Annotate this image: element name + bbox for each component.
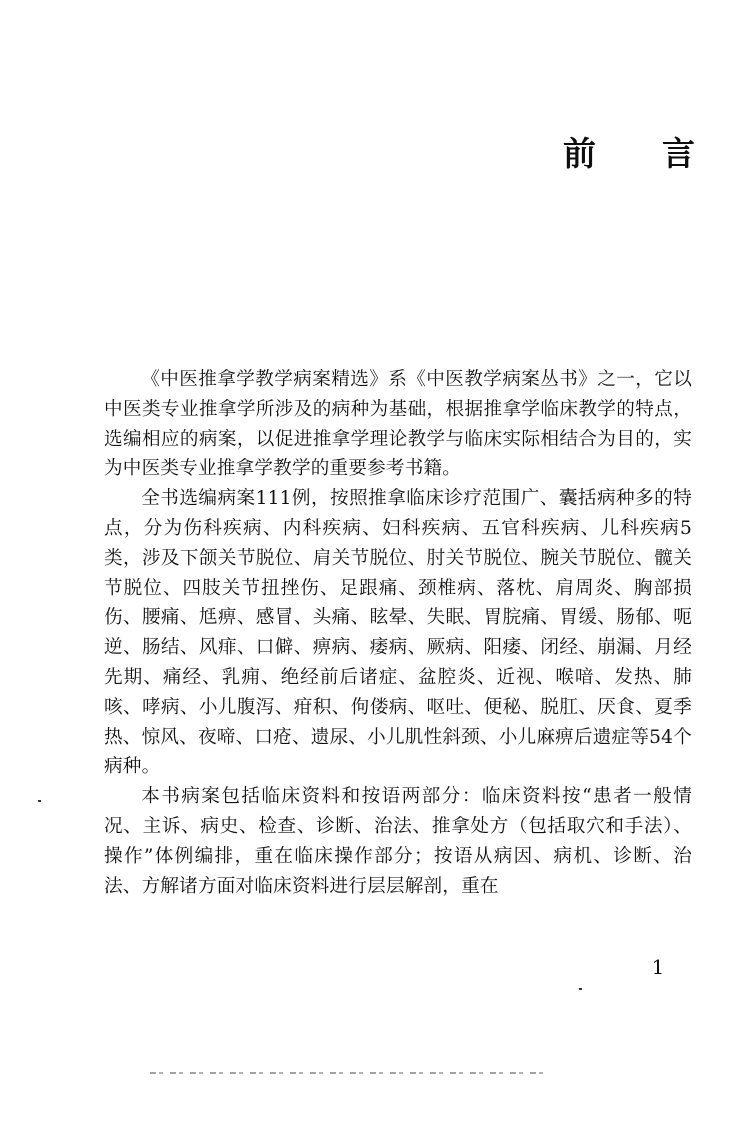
scan-artifact-line	[150, 1072, 550, 1074]
scan-speck	[38, 800, 41, 802]
title-char-1: 前	[563, 134, 596, 173]
scan-speck	[579, 988, 582, 990]
paragraph-structure: 本书病案包括临床资料和按语两部分：临床资料按“患者一般情况、主诉、病史、检查、诊断、治法、推拿处方（包括取穴和手法）、操作”体例编排，重在临床操作部分；按语从病因、病机、诊断、治法、方解诸方面对临床资料进行层层解剖，重在	[104, 786, 692, 897]
title-char-2: 言	[662, 134, 695, 173]
page-number: 1	[651, 955, 665, 979]
body-text	[104, 365, 692, 901]
page-title	[563, 134, 695, 174]
paragraph-contents: 全书选编病案111例，按照推拿临床诊疗范围广、囊括病种多的特点，分为伤科疾病、内科疾病、妇科疾病、五官科疾病、儿科疾病5类，涉及下颌关节脱位、肩关节脱位、肘关节脱位、腕关节脱位、髋关节脱位、四肢关节扭挫伤、足跟痛、颈椎病、落枕、肩周炎、胸部损伤、腰痛、尪痹、感冒、头痛、眩晕、失眠、胃脘痛、胃缓、肠郁、呃逆、肠结、风痱、口僻、痹病、痿病、厥病、阳痿、闭经、崩漏、月经先期、痛经、乳痈、绝经前后诸症、盆腔炎、近视、喉喑、发热、肺咳、哮病、小儿腹泻、疳积、佝偻病、呕吐、便秘、脱肛、厌食、夏季热、惊风、夜啼、口疮、遗尿、小儿肌性斜颈、小儿麻痹后遗症等54个病种。	[104, 488, 692, 778]
paragraph-intro: 《中医推拿学教学病案精选》系《中医教学病案丛书》之一，它以中医类专业推拿学所涉及的病种为基础，根据推拿学临床教学的特点，选编相应的病案，以促进推拿学理论教学与临床实际相结合为目的，实为中医类专业推拿学教学的重要参考书籍。	[104, 369, 692, 480]
